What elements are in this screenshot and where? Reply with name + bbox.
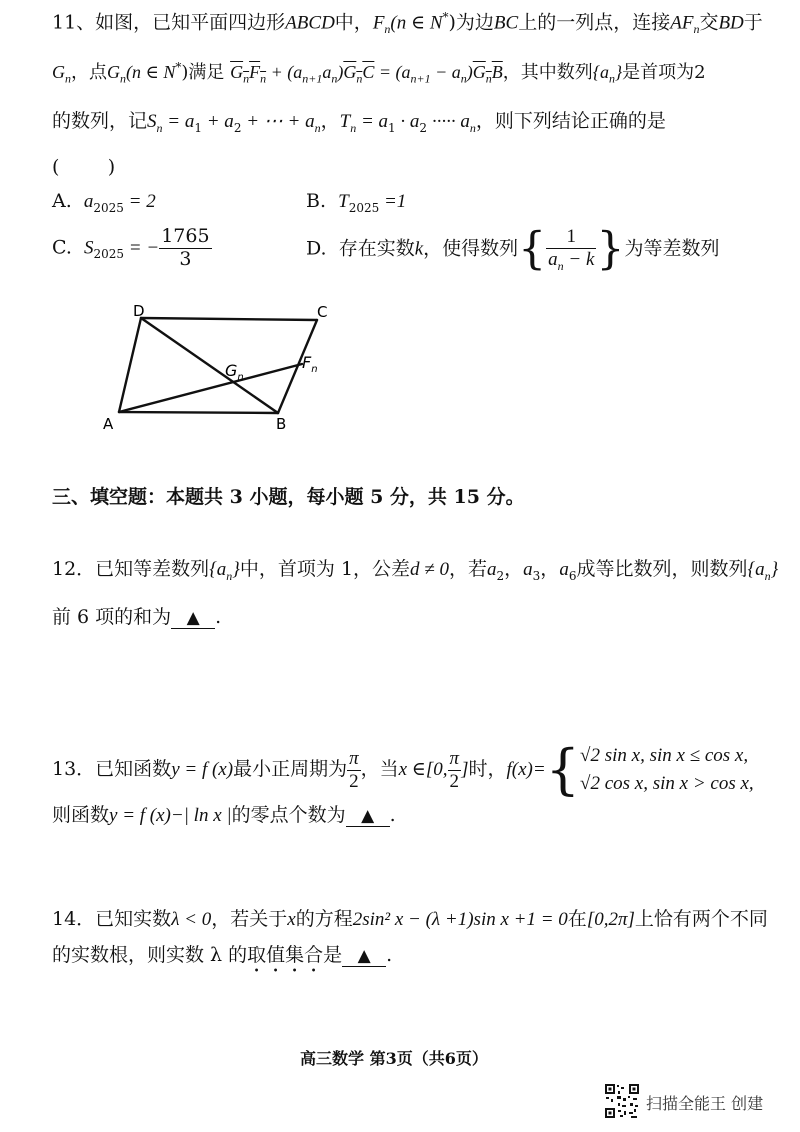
q12-line-1: 12．已知等差数列$\{a_n\}$中，首项为 1，公差d ≠ 0，若$a_2$，$a_3$，$a_6$成等比数列，则数列$\{a_n\}$: [52, 558, 779, 583]
label-d: D: [133, 302, 145, 320]
piecewise-cases: √2 sin x, sin x ≤ cos x, √2 cos x, sin x > cos x,: [580, 745, 754, 794]
diagonal-bd: [141, 318, 278, 413]
label-c: C: [317, 303, 328, 321]
label-a: A: [103, 415, 114, 433]
q14-answer-blank[interactable]: ▲: [342, 946, 386, 967]
label-b: B: [276, 415, 287, 433]
q13-line-1: 13．已知函数y = f (x)最小正周期为 $\frac{\pi}{2}$ ，当x ∈[0, $\frac{\pi}{2}$ ]时，f(x)={ √2 sin x, sin x ≤ cos x, √2 cos x, sin x > cos x,: [52, 738, 754, 801]
option-d[interactable]: D. 存在实数k，使得数列{ $\frac{1}{a_n - k}$ }为等差数列: [306, 223, 720, 275]
right-brace: }: [596, 223, 625, 275]
edge-dc: [141, 318, 317, 320]
vector-gnfn: $G_nF_n$: [230, 62, 267, 86]
q11-line-1: 11、如图，已知平面四边形ABCD中，$F_n(n$ ∈ N*)为边BC上的一列点，连接$AF_n$交BD于: [52, 10, 763, 37]
label-fn: $F_n$: [302, 353, 318, 375]
fraction-pi-over-2: $\frac{\pi}{2}$: [349, 747, 359, 792]
q12-answer-blank[interactable]: ▲: [171, 608, 215, 629]
section-3-heading: 三、填空题：本题共 3 小题，每小题 5 分，共 15 分。: [52, 486, 525, 508]
vector-gnb: $G_nB$: [472, 62, 503, 86]
q13-line-2: 则函数y = f (x)−| ln x |的零点个数为 ▲ .: [52, 804, 396, 826]
piecewise-brace: {: [545, 738, 581, 801]
q11-answer-paren: ( ): [52, 156, 116, 178]
left-brace: {: [518, 223, 547, 275]
interval-0-pi-over-2: [0, $\frac{\pi}{2}$ ]: [425, 748, 469, 793]
fraction-1-over-an-minus-k: $\frac{1}{a_n - k}$: [548, 226, 595, 273]
label-gn: $G_n$: [225, 361, 244, 383]
edge-ab: [119, 412, 278, 413]
fraction-1765-3: $\frac{1765}{3}$: [161, 225, 210, 270]
option-b[interactable]: B. $T_{2025} =1$: [306, 190, 407, 215]
qr-code-icon: [604, 1083, 640, 1119]
q11-line-3: 的数列，记$S_n = a_1 + a_2$ + ⋯ + $a_n$，$T_n = a_1 \cdot a_2$ ····· $a_n$，则下列结论正确的是: [52, 110, 666, 135]
q13-answer-blank[interactable]: ▲: [346, 806, 390, 827]
scanner-watermark: 扫描全能王 创建: [646, 1094, 764, 1113]
option-c[interactable]: C. $S_{2025}$ = − $\frac{1765}{3}$: [52, 225, 210, 270]
edge-da: [119, 318, 141, 412]
parallelogram-figure: [95, 298, 345, 438]
q12-line-2: 前 6 项的和为 ▲ .: [52, 606, 222, 628]
vector-gnc: $G_nC$: [343, 62, 375, 86]
option-a[interactable]: A. $a_{2025} = 2$: [52, 190, 156, 215]
page-footer: 高三数学 第3页（共6页）: [300, 1049, 488, 1068]
q14-line-2: 的实数根，则实数 λ 的取值集合是 ▲ .: [52, 944, 393, 966]
q11-line-2: $G_n$，点$G_n(n$ ∈ N*)满足 $G_nF_n + (a_{n+1}a_n)G_nC = (a_{n+1} - a_n)G_nB$，其中数列$\{a_n\}$是首项为2: [52, 60, 706, 86]
q14-line-1: 14．已知实数λ < 0，若关于x的方程2sin² x − (λ +1)sin x +1 = 0在[0,2π]上恰有两个不同: [52, 908, 768, 930]
segment-afn: [119, 364, 302, 412]
